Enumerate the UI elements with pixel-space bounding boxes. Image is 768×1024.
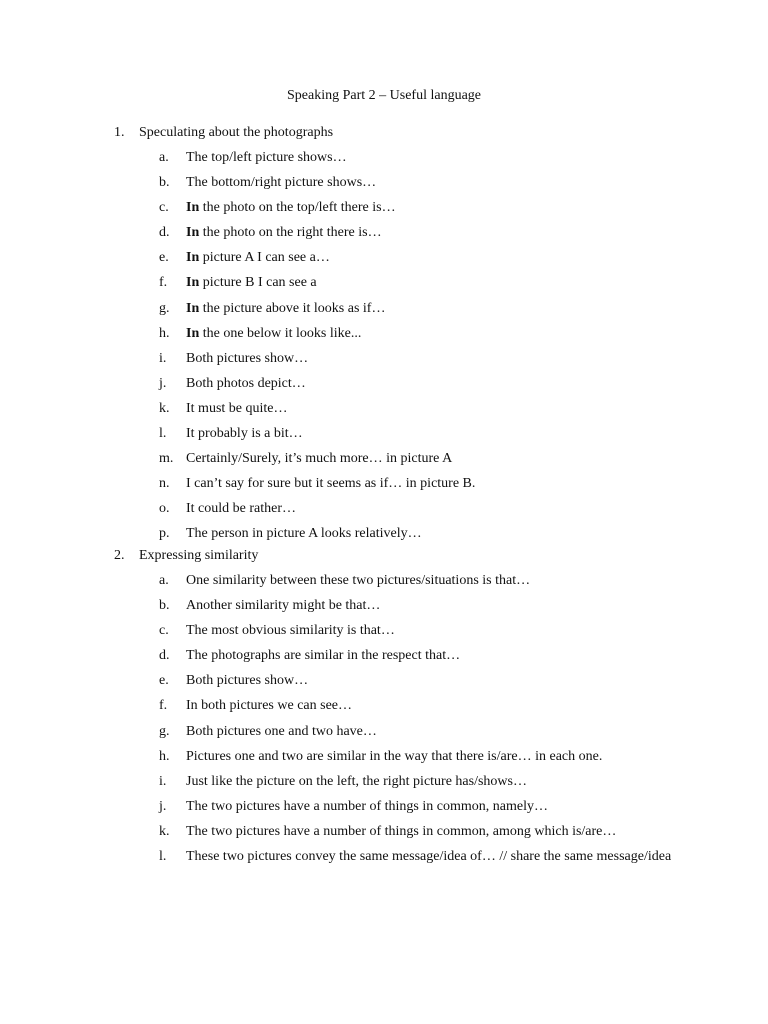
item-letter: h. [159, 748, 170, 764]
item-letter: i. [159, 350, 167, 366]
item-letter: i. [159, 773, 167, 789]
item-text: These two pictures convey the same message/idea of… // share the same message/idea [186, 849, 672, 865]
item-letter: a. [159, 573, 169, 588]
item-text [186, 145, 684, 170]
list-item [159, 593, 684, 618]
list-item [159, 844, 684, 870]
item-text: The photographs are similar in the respect that… [186, 648, 461, 664]
item-text: Both pictures show… [186, 673, 309, 689]
list-item [159, 270, 684, 295]
item-text: Just like the picture on the left, the right picture has/shows… [186, 773, 527, 789]
list-item [159, 618, 684, 643]
item-letter: a. [159, 150, 169, 165]
item-text: Both pictures one and two have… [186, 723, 377, 739]
item-text [186, 195, 684, 220]
section-similarity [114, 547, 684, 870]
item-text: The two pictures have a number of things in common, among which is/are… [186, 823, 617, 839]
item-text [186, 296, 684, 321]
list-item [159, 521, 684, 546]
list-item [159, 568, 684, 593]
item-letter: k. [159, 400, 170, 416]
item-text [186, 521, 684, 546]
phrase-list [114, 145, 684, 547]
item-letter: c. [159, 200, 169, 216]
item-body: the one below it looks like... [199, 325, 362, 341]
list-item [159, 643, 684, 668]
section-title: Speculating about the photographs [139, 125, 334, 140]
item-letter: j. [159, 798, 167, 814]
list-item [159, 446, 684, 471]
item-body: I can’t say for sure but it seems as if… in picture B. [186, 476, 476, 492]
list-item [159, 794, 684, 819]
item-letter: n. [159, 476, 170, 492]
item-body: The bottom/right picture shows… [186, 175, 377, 191]
item-letter: k. [159, 823, 170, 839]
list-item [159, 693, 684, 718]
item-text [186, 346, 684, 371]
item-text: One similarity between these two pictures/situations is that… [186, 573, 531, 588]
list-item [159, 145, 684, 170]
list-item [159, 769, 684, 794]
list-item [159, 744, 684, 769]
list-item [159, 321, 684, 346]
list-item [159, 471, 684, 496]
item-text [186, 446, 684, 471]
list-item [159, 170, 684, 195]
section-heading [114, 124, 684, 145]
list-item [159, 245, 684, 270]
item-letter: g. [159, 723, 170, 739]
item-letter: e. [159, 673, 169, 689]
item-text [186, 371, 684, 396]
item-body: the picture above it looks as if… [199, 300, 386, 316]
item-letter: f. [159, 275, 168, 291]
section-number: 2. [114, 548, 125, 563]
item-body: The top/left picture shows… [186, 150, 347, 165]
list-item [159, 371, 684, 396]
item-body: the photo on the top/left there is… [199, 200, 396, 216]
item-text: The most obvious similarity is that… [186, 623, 395, 639]
item-body: It probably is a bit… [186, 426, 303, 442]
list-item [159, 195, 684, 220]
item-text [186, 321, 684, 346]
section-heading [114, 547, 684, 568]
list-item [159, 719, 684, 744]
item-body: Both photos depict… [186, 375, 306, 391]
list-item [159, 668, 684, 693]
item-text: In both pictures we can see… [186, 698, 352, 714]
item-body: It must be quite… [186, 400, 288, 416]
item-text [186, 396, 684, 421]
item-letter: f. [159, 698, 168, 714]
page-title: Speaking Part 2 – Useful language [286, 88, 481, 103]
list-item [159, 346, 684, 371]
item-text [186, 471, 684, 496]
section-title: Expressing similarity [139, 548, 259, 563]
item-letter: m. [159, 451, 174, 467]
section-speculating [114, 124, 684, 547]
item-letter: b. [159, 175, 170, 191]
item-letter: l. [159, 849, 167, 865]
phrase-list [114, 568, 684, 870]
item-text [186, 170, 684, 195]
item-letter: o. [159, 501, 170, 517]
item-body: Both pictures show… [186, 350, 309, 366]
item-lead: In [186, 225, 200, 241]
item-body: the photo on the right there is… [199, 225, 382, 241]
item-letter: d. [159, 648, 170, 664]
item-letter: p. [159, 526, 170, 542]
item-lead: In [186, 325, 200, 341]
item-letter: d. [159, 225, 170, 241]
item-text [186, 245, 684, 270]
item-lead: In [186, 250, 200, 266]
item-text: The two pictures have a number of things in common, namely… [186, 798, 548, 814]
list-item [159, 819, 684, 844]
list-item [159, 396, 684, 421]
item-text: Pictures one and two are similar in the way that there is/are… in each one. [186, 748, 603, 764]
item-body: Certainly/Surely, it’s much more… in picture A [186, 451, 453, 467]
list-item [159, 421, 684, 446]
item-lead: In [186, 275, 200, 291]
item-text: Another similarity might be that… [186, 598, 381, 614]
item-body: The person in picture A looks relatively… [186, 526, 422, 542]
item-body: picture A I can see a… [199, 250, 330, 266]
item-text [186, 421, 684, 446]
item-letter: b. [159, 598, 170, 614]
list-item [159, 496, 684, 521]
item-lead: In [186, 200, 200, 216]
list-item [159, 220, 684, 245]
item-text [186, 496, 684, 521]
item-body: It could be rather… [186, 501, 297, 517]
item-body: picture B I can see a [199, 275, 317, 291]
item-letter: c. [159, 623, 169, 639]
item-text [186, 220, 684, 245]
item-letter: j. [159, 375, 167, 391]
list-item [159, 296, 684, 321]
item-text [186, 270, 684, 295]
item-letter: l. [159, 426, 167, 442]
item-lead: In [186, 300, 200, 316]
item-letter: g. [159, 300, 170, 316]
item-letter: h. [159, 325, 170, 341]
section-number: 1. [114, 125, 125, 140]
item-letter: e. [159, 250, 169, 266]
